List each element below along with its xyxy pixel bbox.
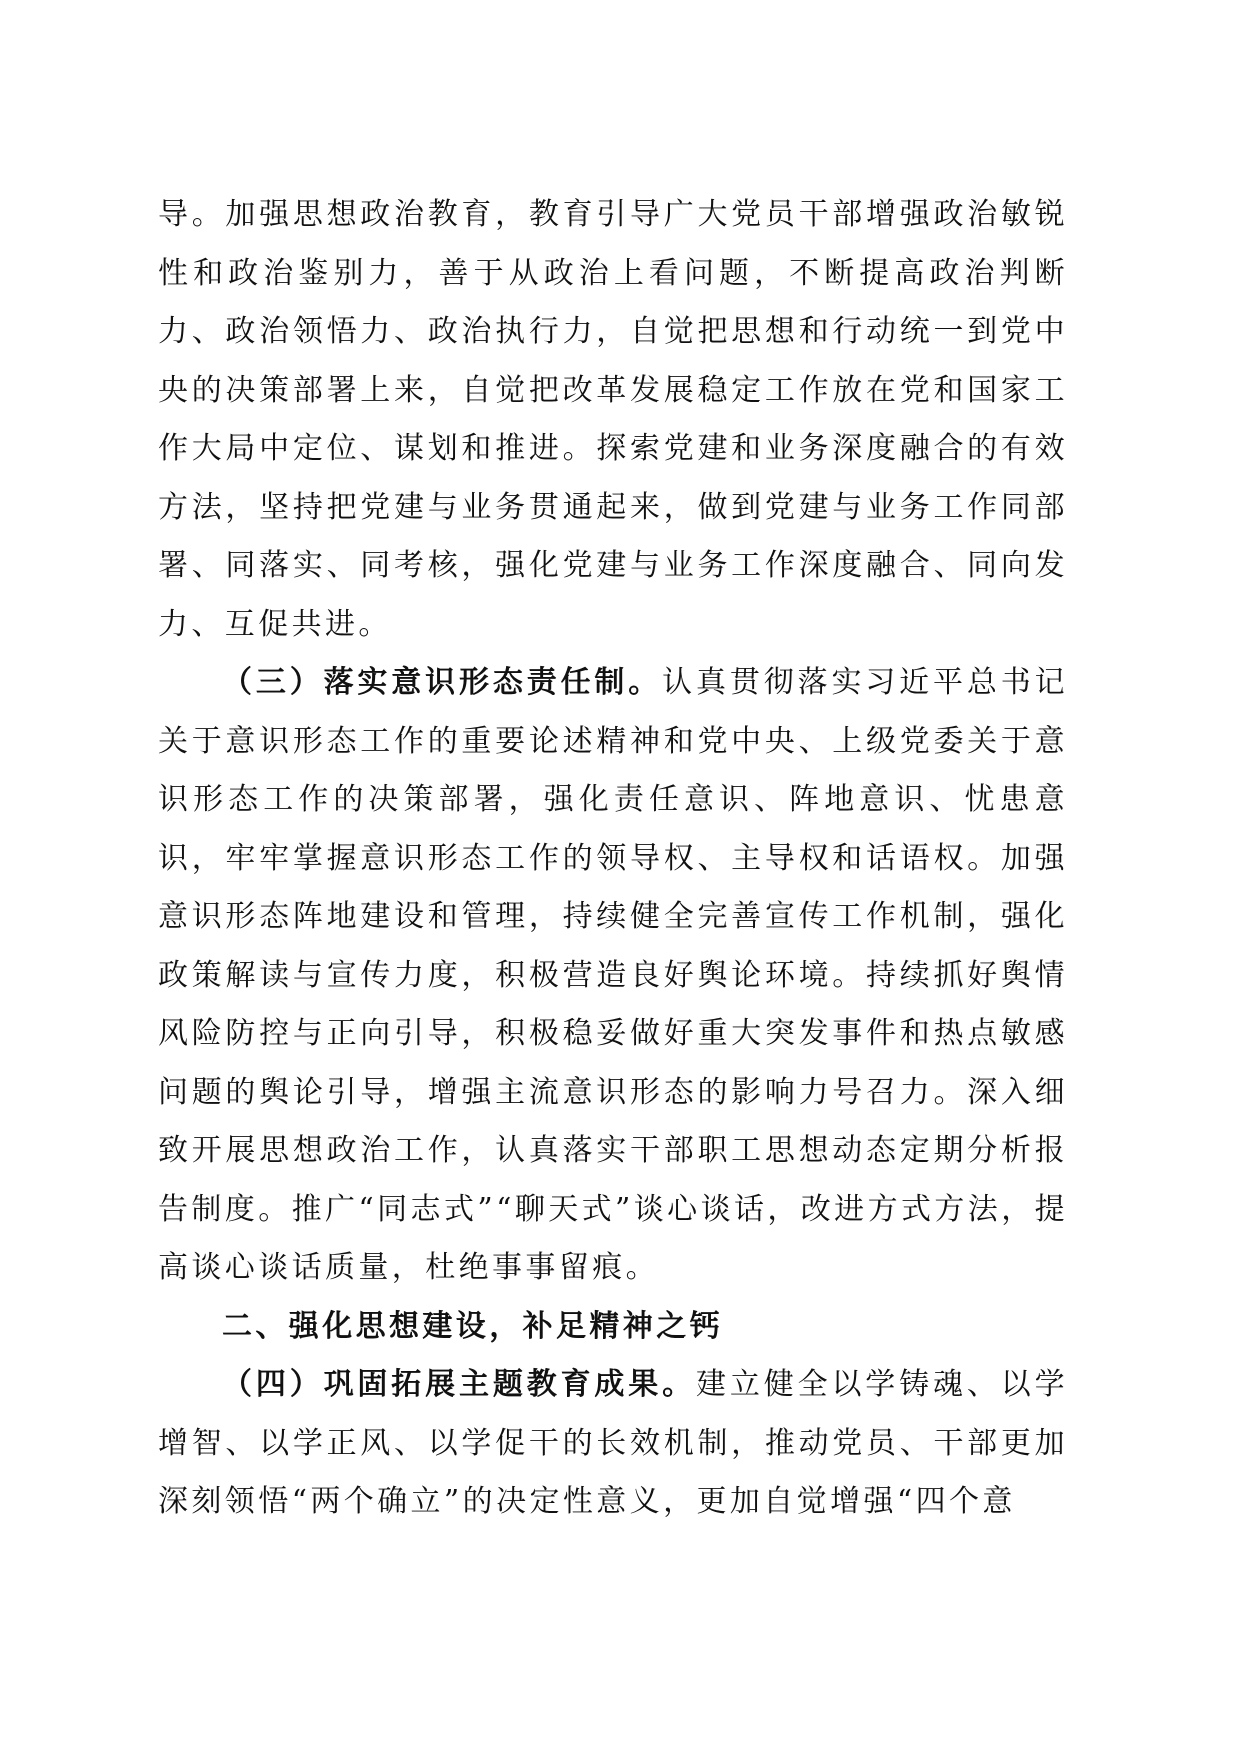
document-body — [158, 186, 1068, 1532]
paragraph-lead-heading: （四）巩固拓展主题教育成果。 — [222, 1367, 697, 1402]
paragraph-continuation — [158, 186, 1068, 654]
paragraph-text: 认真贯彻落实习近平总书记关于意识形态工作的重要论述精神和党中央、上级党委关于意识形态工作的决策部署，强化责任意识、阵地意识、忧患意识，牢牢掌握意识形态工作的领导权、主导权和话语权。加强意识形态阵地建设和管理，持续健全完善宣传工作机制，强化政策解读与宣传力度，积极营造良好舆论环境。持续抓好舆情风险防控与正向引导，积极稳妥做好重大突发事件和热点敏感问题的舆论引导，增强主流意识形态的影响力号召力。深入细致开展思想政治工作，认真落实干部职工思想动态定期分析报告制度。推广“同志式”“聊天式”谈心谈话，改进方式方法，提高谈心谈话质量，杜绝事事留痕。 — [158, 665, 1068, 1285]
section-heading — [158, 1298, 1068, 1357]
paragraph-text: 建立健全以学铸魂、以学增智、以学正风、以学促干的长效机制，推动党员、干部更加深刻领悟“两个确立”的决定性意义，更加自觉增强“四个意 — [158, 1367, 1068, 1519]
paragraph-lead-heading: （三）落实意识形态责任制。 — [222, 665, 663, 700]
paragraph-ideology-responsibility — [158, 654, 1068, 1298]
section-heading-text: 二、强化思想建设，补足精神之钙 — [222, 1308, 723, 1344]
paragraph-text: 导。加强思想政治教育，教育引导广大党员干部增强政治敏锐性和政治鉴别力，善于从政治上看问题，不断提高政治判断力、政治领悟力、政治执行力，自觉把思想和行动统一到党中央的决策部署上来，自觉把改革发展稳定工作放在党和国家工作大局中定位、谋划和推进。探索党建和业务深度融合的有效方法，坚持把党建与业务贯通起来，做到党建与业务工作同部署、同落实、同考核，强化党建与业务工作深度融合、同向发力、互促共进。 — [158, 197, 1068, 642]
paragraph-theme-education — [158, 1356, 1068, 1532]
